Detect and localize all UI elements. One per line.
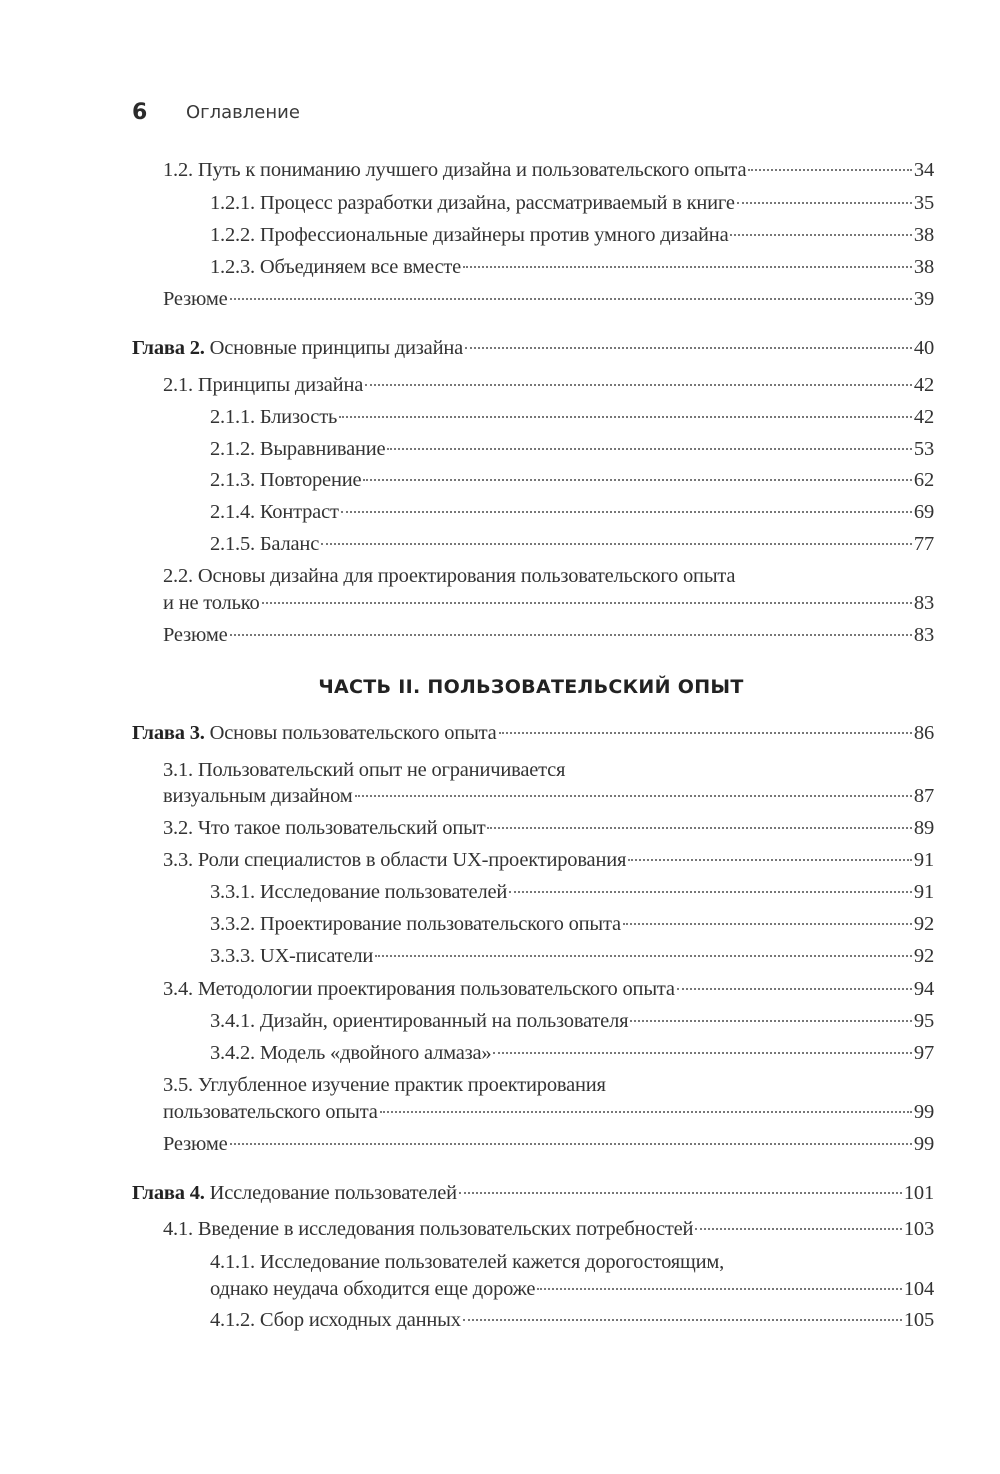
toc-entry[interactable]: 4.1. Введение в исследования пользовательских потребностей 103	[163, 1214, 934, 1245]
toc-entry[interactable]: 3.3.3. UX-писатели 92	[210, 941, 934, 972]
chapter-label: Глава 2.	[132, 337, 205, 359]
page-ref: 103	[903, 1218, 934, 1240]
toc-entry[interactable]: 1.2.1. Процесс разработки дизайна, рассматриваемый в книге 35	[210, 188, 934, 219]
page-ref: 92	[913, 913, 934, 935]
dot-leader	[509, 891, 912, 893]
toc-entry[interactable]: и не только 83	[163, 588, 934, 619]
toc-entry[interactable]: 1.2. Путь к пониманию лучшего дизайна и пользовательского опыта 34	[163, 155, 934, 186]
page-ref: 42	[913, 406, 934, 428]
page-ref: 83	[913, 592, 934, 614]
toc-entry[interactable]: 3.3.2. Проектирование пользовательского опыта 92	[210, 909, 934, 940]
dot-leader	[623, 923, 912, 925]
toc-entry[interactable]: 2.1.1. Близость 42	[210, 402, 934, 433]
dot-leader	[355, 795, 912, 797]
dot-leader	[487, 827, 911, 829]
page-ref: 69	[913, 501, 934, 523]
toc-entry[interactable]: 2.1.2. Выравнивание 53	[210, 434, 934, 465]
toc-entry-line1[interactable]: 3.1. Пользовательский опыт не ограничивается	[163, 759, 566, 781]
page-ref: 87	[913, 785, 934, 807]
dot-leader	[465, 347, 912, 349]
page-ref: 105	[903, 1309, 934, 1331]
toc-entry[interactable]: 1.2.2. Профессиональные дизайнеры против умного дизайна 38	[210, 220, 934, 251]
page-ref: 83	[913, 624, 934, 646]
page-ref: 77	[913, 533, 934, 555]
toc-entry[interactable]: Резюме 39	[163, 284, 934, 315]
toc-entry[interactable]: 2.1.4. Контраст 69	[210, 497, 934, 528]
dot-leader	[499, 732, 912, 734]
page-ref: 42	[913, 374, 934, 396]
page-ref: 99	[913, 1133, 934, 1155]
part-heading: ЧАСТЬ II. ПОЛЬЗОВАТЕЛЬСКИЙ ОПЫТ	[318, 676, 744, 698]
page-ref: 40	[913, 337, 934, 359]
toc-entry[interactable]: визуальным дизайном 87	[163, 781, 934, 812]
toc-entry[interactable]: 2.1.3. Повторение 62	[210, 465, 934, 496]
dot-leader	[493, 1052, 911, 1054]
toc-entry-line1[interactable]: 4.1.1. Исследование пользователей кажется дорогостоящим,	[210, 1251, 725, 1273]
toc-entry[interactable]: Резюме 99	[163, 1129, 934, 1160]
dot-leader	[230, 634, 912, 636]
page-ref: 62	[913, 469, 934, 491]
toc-chapter-entry[interactable]: Глава 3. Основы пользовательского опыта 86	[132, 718, 934, 749]
running-head: Оглавление	[186, 101, 300, 123]
toc-entry[interactable]: 3.3.1. Исследование пользователей 91	[210, 877, 934, 908]
toc-entry[interactable]: 1.2.3. Объединяем все вместе 38	[210, 252, 934, 283]
toc-entry-line1[interactable]: 3.5. Углубленное изучение практик проектирования	[163, 1074, 606, 1096]
dot-leader	[375, 955, 912, 957]
toc-chapter-entry[interactable]: Глава 2. Основные принципы дизайна 40	[132, 333, 934, 364]
toc-entry[interactable]: 3.4. Методологии проектирования пользовательского опыта 94	[163, 974, 934, 1005]
dot-leader	[748, 169, 912, 171]
dot-leader	[262, 602, 912, 604]
page-ref: 104	[903, 1278, 934, 1300]
dot-leader	[321, 543, 912, 545]
dot-leader	[737, 202, 912, 204]
dot-leader	[459, 1192, 902, 1194]
page-ref: 86	[913, 722, 934, 744]
toc-entry[interactable]: 3.2. Что такое пользовательский опыт 89	[163, 813, 934, 844]
page-ref: 99	[913, 1101, 934, 1123]
page-ref: 91	[913, 881, 934, 903]
dot-leader	[695, 1228, 902, 1230]
page-ref: 53	[913, 438, 934, 460]
toc-entry-line1[interactable]: 2.2. Основы дизайна для проектирования пользовательского опыта	[163, 565, 736, 587]
dot-leader	[230, 298, 912, 300]
toc-entry[interactable]: 3.3. Роли специалистов в области UX-проектирования 91	[163, 845, 934, 876]
page-ref: 101	[903, 1182, 934, 1204]
chapter-label: Глава 4.	[132, 1182, 205, 1204]
page-ref: 38	[913, 224, 934, 246]
dot-leader	[230, 1143, 912, 1145]
page-ref: 39	[913, 288, 934, 310]
toc-entry[interactable]: Резюме 83	[163, 620, 934, 651]
page-ref: 94	[913, 978, 934, 1000]
dot-leader	[363, 479, 911, 481]
page-ref: 97	[913, 1042, 934, 1064]
toc-entry[interactable]: 3.4.1. Дизайн, ориентированный на пользователя 95	[210, 1006, 934, 1037]
page-ref: 89	[913, 817, 934, 839]
dot-leader	[537, 1288, 902, 1290]
page-ref: 95	[913, 1010, 934, 1032]
toc-entry[interactable]: 2.1. Принципы дизайна 42	[163, 370, 934, 401]
page-ref: 92	[913, 945, 934, 967]
page-ref: 38	[913, 256, 934, 278]
dot-leader	[630, 1020, 912, 1022]
toc-entry[interactable]: однако неудача обходится еще дороже 104	[210, 1274, 934, 1305]
toc-entry[interactable]: 3.4.2. Модель «двойного алмаза» 97	[210, 1038, 934, 1069]
toc-entry[interactable]: пользовательского опыта 99	[163, 1097, 934, 1128]
page-ref: 91	[913, 849, 934, 871]
dot-leader	[365, 384, 912, 386]
toc-entry[interactable]: 4.1.2. Сбор исходных данных 105	[210, 1305, 934, 1336]
dot-leader	[387, 448, 911, 450]
dot-leader	[677, 988, 912, 990]
dot-leader	[380, 1111, 912, 1113]
page-ref: 34	[913, 159, 934, 181]
dot-leader	[341, 511, 912, 513]
dot-leader	[339, 416, 912, 418]
page-number: 6	[132, 99, 148, 125]
dot-leader	[730, 234, 911, 236]
dot-leader	[463, 266, 912, 268]
toc-chapter-entry[interactable]: Глава 4. Исследование пользователей 101	[132, 1178, 934, 1209]
toc-entry[interactable]: 2.1.5. Баланс 77	[210, 529, 934, 560]
dot-leader	[463, 1319, 902, 1321]
page-ref: 35	[913, 192, 934, 214]
dot-leader	[628, 859, 912, 861]
page-header	[132, 94, 300, 130]
chapter-label: Глава 3.	[132, 722, 205, 744]
